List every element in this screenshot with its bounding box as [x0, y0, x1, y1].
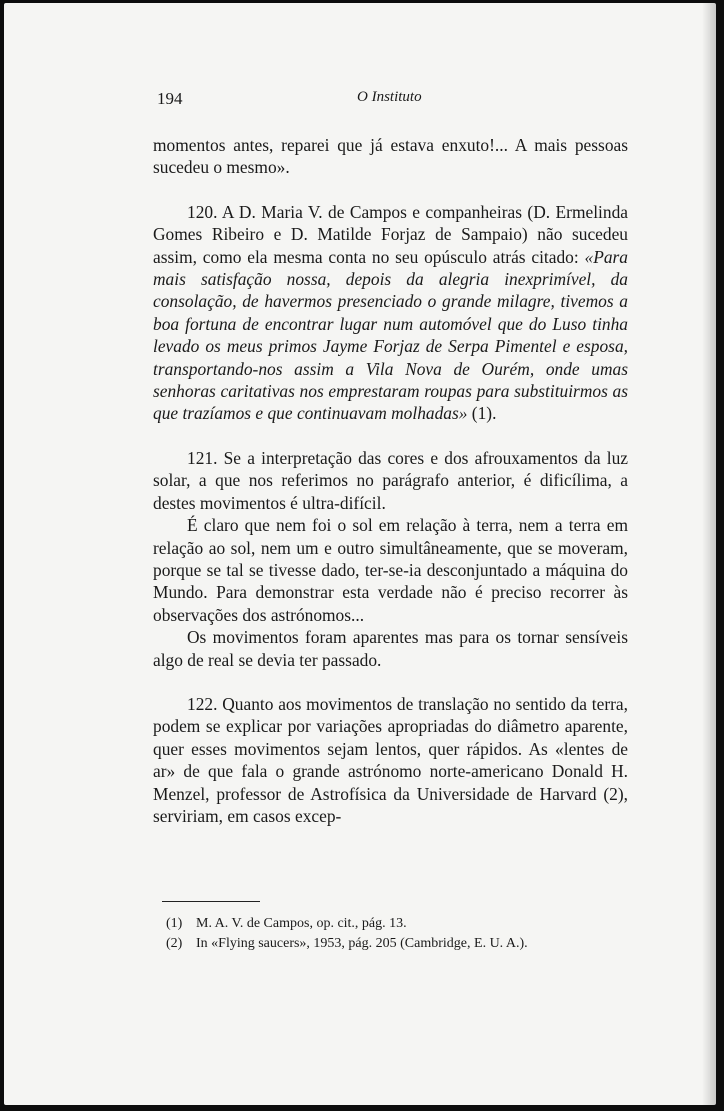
footnote	[166, 914, 656, 934]
footnote-text: M. A. V. de Campos, op. cit., pág. 13.	[196, 916, 407, 931]
running-title: O Instituto	[357, 89, 422, 105]
footnote-separator	[162, 901, 260, 902]
paragraph-text: A D. Maria V. de Campos e companheiras (D. Ermelinda Gomes Ribeiro e D. Matilde Forjaz de Sampaio) não sucedeu assim, como ela mesma conta no seu opúsculo atrás citado:	[153, 201, 628, 267]
paragraph-121	[153, 447, 628, 514]
footnote	[166, 934, 656, 954]
paragraph: Os movimentos foram aparentes mas para os tornar sensíveis algo de real se devia ter passado.	[153, 627, 628, 670]
page-edge-shadow	[702, 3, 716, 1105]
page-body	[153, 134, 628, 827]
paragraph-text: Se a interpretação das cores e dos afrouxamentos da luz solar, a que nos referimos no parágrafo anterior, é dificílima, a destes movimentos é ultra-difícil.	[153, 447, 628, 513]
footnotes	[166, 914, 656, 954]
paragraph-122	[153, 693, 628, 827]
page-header	[157, 89, 637, 115]
paragraph-continuation: momentos antes, reparei que já estava enxuto!... A mais pessoas sucedeu o mesmo».	[153, 135, 628, 178]
paragraph-number: 122.	[187, 693, 218, 714]
quotation: «Para mais satisfação nossa, depois da alegria inexprimível, da consolação, de havermos presenciado o grande milagre, tivemos a boa fortuna de encontrar lugar num automóvel que do Luso tinha levado os meus primos Jayme Forjaz de Serpa Pimentel e esposa, transportando-nos assim a Vila Nova de Ourém, onde umas senhoras caritativas nos emprestaram roupas para substituirmos as que trazíamos e que continuavam molhadas»	[153, 246, 628, 424]
footnote-reference: (1).	[467, 403, 497, 424]
paragraph-text: Quanto aos movimentos de translação no sentido da terra, podem se explicar por variações apropriadas do diâmetro aparente, quer esses movimentos sejam lentos, quer rápidos. As «lentes de ar» de que fala o grande astrónomo norte-americano Donald H. Menzel, professor de Astrofísica da Universidade de Harvard (2), serviriam, em casos excep-	[153, 693, 628, 826]
footnote-text: In «Flying saucers», 1953, pág. 205 (Cambridge, E. U. A.).	[196, 936, 528, 951]
page-number: 194	[157, 89, 183, 108]
paragraph-number: 121.	[187, 447, 218, 468]
footnote-mark: (1)	[166, 916, 183, 931]
paragraph-120	[153, 201, 628, 425]
paragraph-number: 120.	[187, 201, 218, 222]
paragraph: É claro que nem foi o sol em relação à terra, nem a terra em relação ao sol, nem um e outro simultâneamente, que se moveram, porque se tal se tivesse dado, ter-se-ia desconjuntado a máquina do Mundo. Para demonstrar esta verdade não é preciso recorrer às observações dos astrónomos...	[153, 515, 628, 625]
footnote-mark: (2)	[166, 936, 183, 951]
